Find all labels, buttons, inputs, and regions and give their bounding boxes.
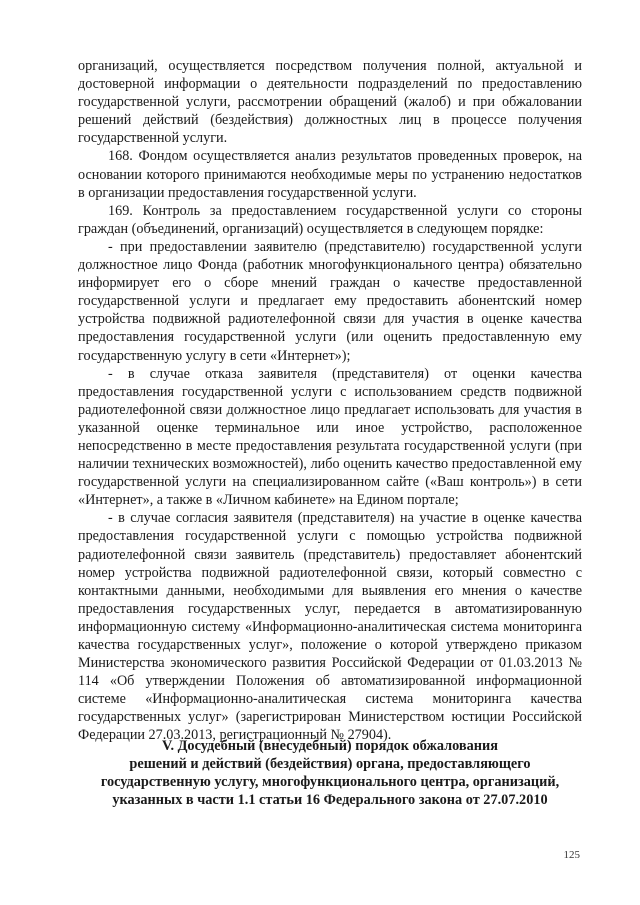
document-body: [78, 57, 582, 745]
list-item-informing: - при предоставлении заявителю (представителю) государственной услуги должностное лицо Фонда (работник многофункционального центра) обязательно информирует его о сборе мнений граждан о качестве предоставленной государственной услуги и предлагает ему предоставить абонентский номер устройства подвижной радиотелефонной связи для участия в оценке качества предоставления государственной услуги (или оценить предоставленную ему государственную услугу в сети «Интернет»);: [78, 238, 582, 364]
list-item-consent: - в случае согласия заявителя (представителя) на участие в оценке качества предоставления государственной услуги с помощью устройства подвижной радиотелефонной связи заявитель (представитель) предоставляет абонентский номер устройства подвижной радиотелефонной связи, который совместно с контактными данными, необходимыми для выявления его мнения о качестве предоставления государственных услуг, передается в автоматизированную информационную систему «Информационно-аналитическая система мониторинга качества государственных услуг», положение о которой утверждено приказом Министерства экономического развития Российской Федерации от 01.03.2013 № 114 «Об утверждении Положения об автоматизированной информационной системе «Информационно-аналитическая система мониторинга качества государственных услуг» (зарегистрирован Министерством юстиции Российской Федерации 27.03.2013, регистрационный № 27904).: [78, 510, 582, 744]
section-heading-line: указанных в части 1.1 статьи 16 Федерального закона от 27.07.2010: [112, 792, 548, 809]
page-number: 125: [563, 849, 580, 861]
paragraph-continuation: организаций, осуществляется посредством получения полной, актуальной и достоверной информации о деятельности подразделений по предоставлению государственной услуги, рассмотрении обращений (жалоб) и при обжаловании решений действий (бездействия) должностных лиц в процессе получения государственной услуги.: [78, 58, 582, 147]
section-heading-line: решений и действий (бездействия) органа, предоставляющего: [129, 756, 531, 773]
paragraph-169: 169. Контроль за предоставлением государственной услуги со стороны граждан (объединений, организаций) осуществляется в следующем порядке:: [78, 202, 582, 237]
section-heading-line: V. Досудебный (внесудебный) порядок обжалования: [161, 738, 499, 754]
list-item-refusal: - в случае отказа заявителя (представителя) от оценки качества предоставления государственной услуги с использованием средств подвижной радиотелефонной связи должностное лицо предлагает использовать для участия в указанной оценке терминальное или иное устройство, расположенное непосредственно в месте предоставления результата государственной услуги (при наличии технических возможностей), либо оценить качество предоставленной ему государственной услуги на специализированном сайте («Ваш контроль») в сети «Интернет», а также в «Личном кабинете» на Едином портале;: [78, 365, 582, 509]
paragraph-168: 168. Фондом осуществляется анализ результатов проведенных проверок, на основании которого принимаются необходимые меры по устранению недостатков в организации предоставления государственной услуги.: [78, 148, 582, 201]
section-heading-line: государственную услугу, многофункционального центра, организаций,: [100, 774, 560, 791]
section-heading: [78, 737, 582, 809]
